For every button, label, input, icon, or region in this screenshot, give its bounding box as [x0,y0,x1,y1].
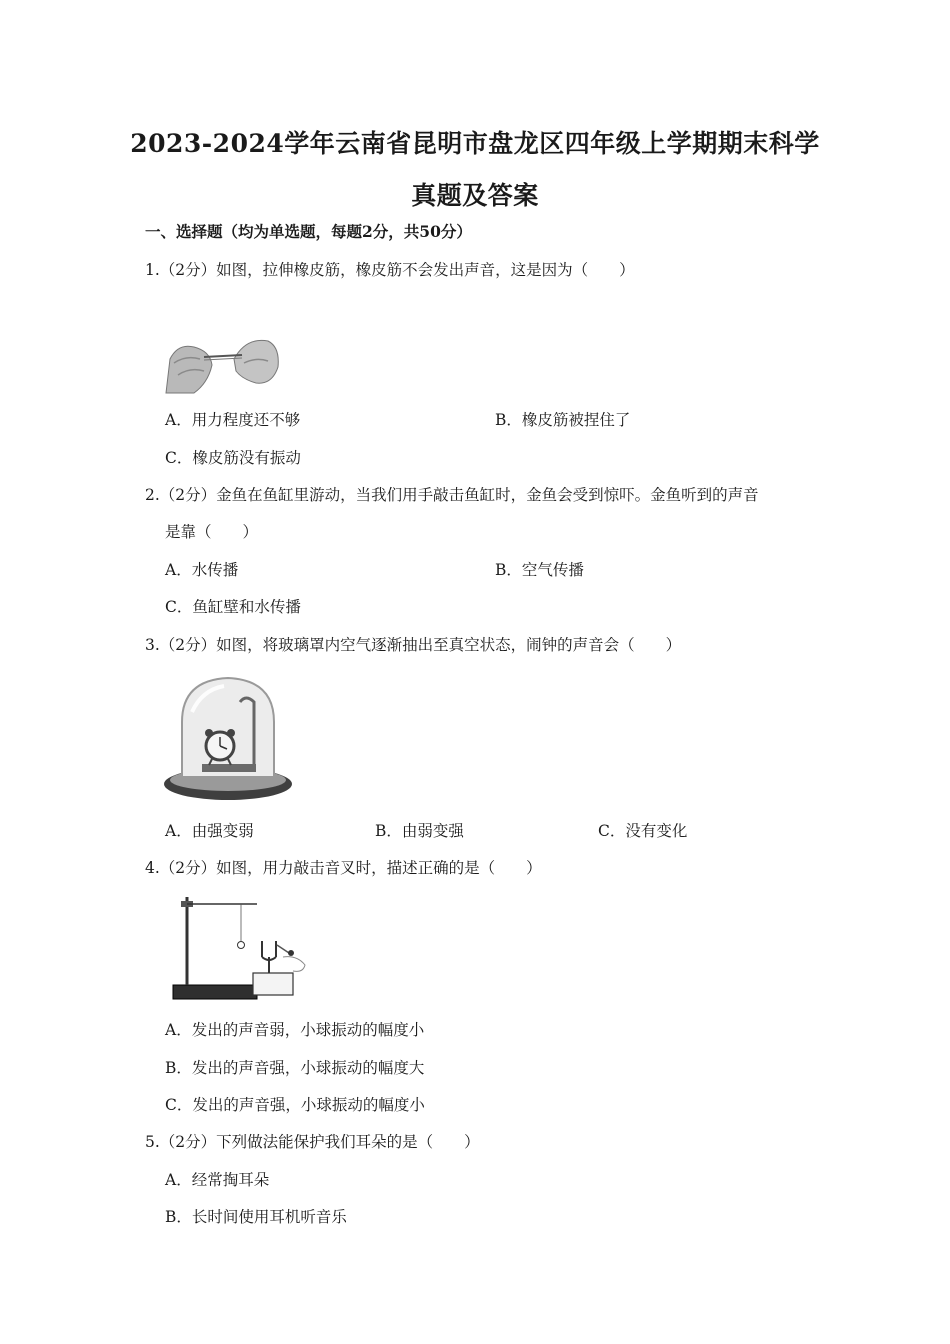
question-2-option-a: A．水传播 [165,561,239,579]
document-title-line1: 2023-2024学年云南省昆明市盘龙区四年级上学期期末科学 [130,129,820,158]
question-4-option-a: A．发出的声音弱，小球振动的幅度小 [165,1021,425,1039]
question-2-stem: 2.（2分）金鱼在鱼缸里游动，当我们用手敲击鱼缸时，金鱼会受到惊吓。金鱼听到的声音 [145,486,759,504]
section-heading: 一、选择题（均为单选题，每题2分，共50分） [145,222,472,241]
tuning-fork-pendulum-figure [165,893,313,1005]
bell-jar-alarm-clock-figure [162,672,294,804]
question-3-stem: 3.（2分）如图，将玻璃罩内空气逐渐抽出至真空状态，闹钟的声音会（ ） [145,636,682,654]
question-5-stem: 5.（2分）下列做法能保护我们耳朵的是（ ） [145,1133,480,1151]
question-1-option-b: B．橡皮筋被捏住了 [495,411,631,429]
question-2-option-c: C．鱼缸壁和水传播 [165,598,301,616]
question-2-option-b: B．空气传播 [495,561,584,579]
question-1-option-c: C．橡皮筋没有振动 [165,449,301,467]
question-5-option-b: B．长时间使用耳机听音乐 [165,1208,347,1226]
question-3-option-a: A．由强变弱 [165,822,254,840]
question-5-option-a: A．经常掏耳朵 [165,1171,270,1189]
document-title-line2: 真题及答案 [411,181,539,210]
question-1-stem: 1.（2分）如图，拉伸橡皮筋，橡皮筋不会发出声音，这是因为（ ） [145,261,635,279]
question-3-option-c: C．没有变化 [598,822,688,840]
question-4-stem: 4.（2分）如图，用力敲击音叉时，描述正确的是（ ） [145,859,542,877]
question-4-option-b: B．发出的声音强，小球振动的幅度大 [165,1059,425,1077]
question-1-option-a: A．用力程度还不够 [165,411,301,429]
question-2-stem-continued: 是靠（ ） [165,523,259,541]
question-4-option-c: C．发出的声音强，小球振动的幅度小 [165,1096,425,1114]
rubber-band-hands-figure [164,333,282,395]
question-3-option-b: B．由弱变强 [375,822,464,840]
